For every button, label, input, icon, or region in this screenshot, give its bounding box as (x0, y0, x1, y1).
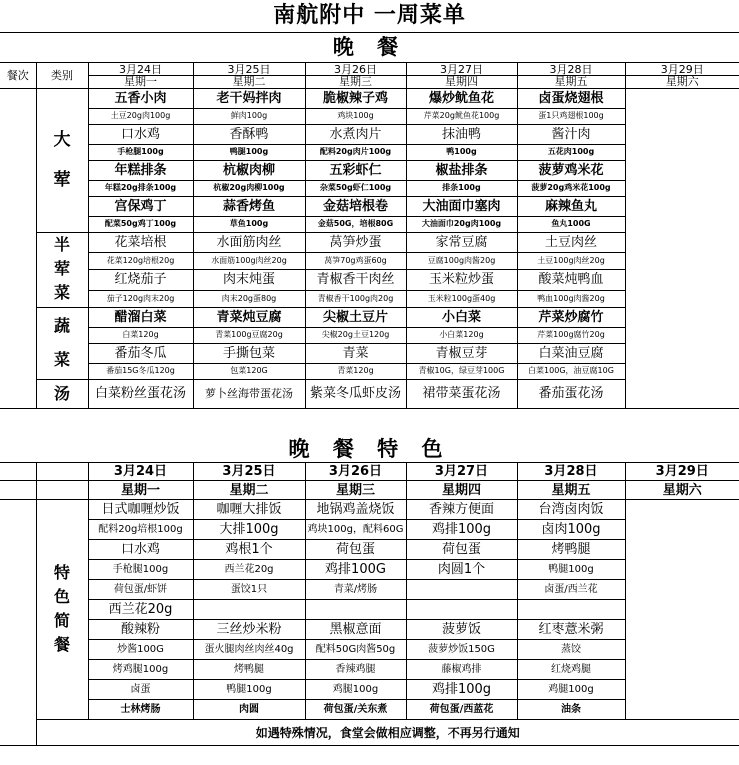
special-dish: 咖喱大排饭 (193, 500, 305, 520)
special-menu-table (0, 462, 739, 746)
dish: 酸菜炖鸭血 (517, 269, 625, 290)
ingredient: 白菜100G，油豆腐10G (517, 363, 625, 379)
category-half-meat: 半荤菜 (36, 232, 88, 307)
saturday-empty-cell (625, 500, 739, 720)
dish: 五香小肉 (88, 88, 193, 108)
day-weekday: 星期二 (193, 481, 305, 500)
saturday-empty-cell (625, 88, 739, 408)
special-ingredient: 蒸饺 (517, 640, 625, 660)
dish: 青菜炖豆腐 (193, 307, 305, 327)
day-date: 3月24日 (88, 463, 193, 481)
special-dish: 荷包蛋/西蓝花 (406, 700, 517, 720)
special-title: 晚 餐 特 色 (288, 437, 451, 461)
ingredient: 大油面巾20g肉100g (406, 216, 517, 232)
special-ingredient: 鸡块100g，配料60G (305, 520, 406, 540)
dish: 玉米粒炒蛋 (406, 269, 517, 290)
special-ingredient: 卤蛋 (88, 680, 193, 700)
category-meat: 大荤 (36, 88, 88, 232)
dish: 抹油鸭 (406, 124, 517, 144)
notice-text: 如遇特殊情况，食堂会做相应调整，不再另行通知 (36, 720, 739, 746)
special-dish: 荷包蛋 (406, 540, 517, 560)
dish: 大油面巾塞肉 (406, 196, 517, 216)
special-ingredient: 炒酱100G (88, 640, 193, 660)
special-dish: 黑椒意面 (305, 620, 406, 640)
special-ingredient (517, 600, 625, 620)
special-ingredient: 卤肉100g (517, 520, 625, 540)
category-soup: 汤 (36, 379, 88, 408)
ingredient: 排条100g (406, 180, 517, 196)
ingredient: 鸭100g (406, 144, 517, 160)
special-ingredient: 鸡排100g (406, 680, 517, 700)
dish: 芹菜炒腐竹 (517, 307, 625, 327)
special-ingredient (193, 600, 305, 620)
soup: 白菜粉丝蛋花汤 (88, 379, 193, 408)
special-dish: 口水鸡 (88, 540, 193, 560)
special-dish: 红枣薏米粥 (517, 620, 625, 640)
special-dish: 日式咖喱炒饭 (88, 500, 193, 520)
dish: 口水鸡 (88, 124, 193, 144)
section-title: 晚 餐 (0, 32, 739, 62)
ingredient: 鱼丸100G (517, 216, 625, 232)
special-section-spacer (0, 415, 739, 463)
dish: 香酥鸭 (193, 124, 305, 144)
special-ingredient: 鸡腿100g (517, 680, 625, 700)
special-dish: 青菜/烤肠 (305, 580, 406, 600)
ingredient: 杭椒20g肉柳100g (193, 180, 305, 196)
special-ingredient: 鸡排100G (305, 560, 406, 580)
dish: 青椒香干肉丝 (305, 269, 406, 290)
ingredient: 杂菜50g虾仁100g (305, 180, 406, 196)
ingredient: 青椒10G，绿豆芽100G (406, 363, 517, 379)
day-date: 3月29日 (625, 463, 739, 481)
meal-cell (0, 88, 36, 408)
dish: 年糕排条 (88, 160, 193, 180)
soup: 裙带菜蛋花汤 (406, 379, 517, 408)
ingredient: 鸡块100g (305, 108, 406, 124)
day-weekday: 星期三 (305, 481, 406, 500)
special-dish: 肉圆 (193, 700, 305, 720)
ingredient: 土豆20g肉100g (88, 108, 193, 124)
dish: 麻辣鱼丸 (517, 196, 625, 216)
dish: 肉末炖蛋 (193, 269, 305, 290)
special-dish: 烤鸭腿 (517, 540, 625, 560)
day-header: 3月28日 星期五 (517, 62, 625, 88)
ingredient: 草鱼100g (193, 216, 305, 232)
special-ingredient: 蛋火腿肉丝肉丝40g (193, 640, 305, 660)
dish: 莴笋炒蛋 (305, 232, 406, 253)
special-dish: 蛋饺1只 (193, 580, 305, 600)
day-weekday: 星期一 (88, 481, 193, 500)
day-weekday: 星期六 (625, 481, 739, 500)
dish: 卤蛋烧翅根 (517, 88, 625, 108)
ingredient: 玉米粒100g蛋40g (406, 290, 517, 307)
dish: 家常豆腐 (406, 232, 517, 253)
ingredient: 手枪腿100g (88, 144, 193, 160)
ingredient: 年糕20g排条100g (88, 180, 193, 196)
ingredient: 番茄15G冬瓜120g (88, 363, 193, 379)
dish: 老干妈拌肉 (193, 88, 305, 108)
day-date: 3月27日 (406, 463, 517, 481)
day-header: 3月24日 星期一 (88, 62, 193, 88)
dish: 花菜培根 (88, 232, 193, 253)
special-ingredient: 配料20g培根100g (88, 520, 193, 540)
special-dish: 鸡根1个 (193, 540, 305, 560)
blank-cell (0, 500, 36, 746)
dish: 杭椒肉柳 (193, 160, 305, 180)
blank-cell (0, 481, 36, 500)
dish: 菠萝鸡米花 (517, 160, 625, 180)
special-ingredient: 肉圆1个 (406, 560, 517, 580)
blank-cell (36, 481, 88, 500)
ingredient: 包菜120G (193, 363, 305, 379)
special-dish: 红烧鸡腿 (517, 660, 625, 680)
day-weekday: 星期四 (406, 481, 517, 500)
ingredient: 花菜120g培根20g (88, 253, 193, 270)
special-ingredient: 鸡排100g (406, 520, 517, 540)
day-header: 3月29日 星期六 (625, 62, 739, 88)
ingredient: 鸭腿100g (193, 144, 305, 160)
soup: 番茄蛋花汤 (517, 379, 625, 408)
special-dish: 烤鸡腿100g (88, 660, 193, 680)
dish: 青菜 (305, 343, 406, 363)
ingredient: 鸭血100g肉酱20g (517, 290, 625, 307)
ingredient: 白菜120g (88, 327, 193, 343)
dish: 水煮肉片 (305, 124, 406, 144)
special-ingredient (305, 600, 406, 620)
ingredient: 青菜100g豆腐20g (193, 327, 305, 343)
blank-cell (0, 463, 36, 481)
special-dish: 香辣方便面 (406, 500, 517, 520)
ingredient: 鲜肉100g (193, 108, 305, 124)
special-ingredient: 鸭腿100g (517, 560, 625, 580)
dish: 尖椒土豆片 (305, 307, 406, 327)
special-dish: 藤椒鸡排 (406, 660, 517, 680)
ingredient: 配料20g肉片100g (305, 144, 406, 160)
dish: 五彩虾仁 (305, 160, 406, 180)
soup: 紫菜冬瓜虾皮汤 (305, 379, 406, 408)
category-veg: 蔬菜 (36, 307, 88, 379)
dish: 小白菜 (406, 307, 517, 327)
special-dish: 士林烤肠 (88, 700, 193, 720)
special-dish: 烤鸭腿 (193, 660, 305, 680)
dish: 酱汁肉 (517, 124, 625, 144)
dish: 金菇培根卷 (305, 196, 406, 216)
special-ingredient: 手枪腿100g (88, 560, 193, 580)
blank-cell (36, 463, 88, 481)
special-ingredient: 西兰花20g (193, 560, 305, 580)
special-ingredient: 配料50G肉酱50g (305, 640, 406, 660)
day-date: 3月25日 (193, 463, 305, 481)
special-ingredient: 鸭腿100g (193, 680, 305, 700)
special-dish: 油条 (517, 700, 625, 720)
category-special: 特色简餐 (36, 500, 88, 720)
dish: 水面筋肉丝 (193, 232, 305, 253)
special-ingredient: 西兰花20g (88, 600, 193, 620)
special-ingredient (406, 600, 517, 620)
day-header: 3月27日 星期四 (406, 62, 517, 88)
special-dish (406, 580, 517, 600)
soup: 萝卜丝海带蛋花汤 (193, 379, 305, 408)
ingredient: 莴笋70g鸡蛋60g (305, 253, 406, 270)
special-dish: 三丝炒米粉 (193, 620, 305, 640)
dish: 椒盐排条 (406, 160, 517, 180)
dish: 土豆肉丝 (517, 232, 625, 253)
ingredient: 豆腐100g肉酱20g (406, 253, 517, 270)
special-dish: 酸辣粉 (88, 620, 193, 640)
special-dish: 台湾卤肉饭 (517, 500, 625, 520)
dish: 红烧茄子 (88, 269, 193, 290)
ingredient: 水面筋100g肉丝20g (193, 253, 305, 270)
day-weekday: 星期五 (517, 481, 625, 500)
dish: 青椒豆芽 (406, 343, 517, 363)
dish: 脆椒辣子鸡 (305, 88, 406, 108)
category-column-header: 类别 (36, 62, 88, 88)
day-header: 3月26日 星期三 (305, 62, 406, 88)
special-dish: 卤蛋/西兰花 (517, 580, 625, 600)
dish: 宫保鸡丁 (88, 196, 193, 216)
special-dish: 香辣鸡腿 (305, 660, 406, 680)
ingredient: 芹菜100g腐竹20g (517, 327, 625, 343)
ingredient: 蛋1只鸡翅根100g (517, 108, 625, 124)
special-dish: 菠萝饭 (406, 620, 517, 640)
dish: 手撕包菜 (193, 343, 305, 363)
special-dish: 荷包蛋/关东煮 (305, 700, 406, 720)
dish: 白菜油豆腐 (517, 343, 625, 363)
ingredient: 金菇50G，培根80G (305, 216, 406, 232)
special-dish: 荷包蛋/虾饼 (88, 580, 193, 600)
special-dish: 荷包蛋 (305, 540, 406, 560)
ingredient: 肉末20g蛋80g (193, 290, 305, 307)
special-ingredient: 鸡腿100g (305, 680, 406, 700)
special-dish: 地锅鸡盖烧饭 (305, 500, 406, 520)
day-date: 3月26日 (305, 463, 406, 481)
ingredient: 尖椒20g土豆120g (305, 327, 406, 343)
dish: 爆炒鱿鱼花 (406, 88, 517, 108)
ingredient: 青椒香干100g肉20g (305, 290, 406, 307)
day-date: 3月28日 (517, 463, 625, 481)
ingredient: 茄子120g肉末20g (88, 290, 193, 307)
ingredient: 芹菜20g鱿鱼花100g (406, 108, 517, 124)
special-ingredient: 菠萝炒饭150G (406, 640, 517, 660)
dish: 醋溜白菜 (88, 307, 193, 327)
ingredient: 配菜50g鸡丁100g (88, 216, 193, 232)
meal-column-header: 餐次 (0, 62, 36, 88)
dish: 番茄冬瓜 (88, 343, 193, 363)
ingredient: 五花肉100g (517, 144, 625, 160)
ingredient: 菠萝20g鸡米花100g (517, 180, 625, 196)
ingredient: 青菜120g (305, 363, 406, 379)
ingredient: 土豆100g肉丝20g (517, 253, 625, 270)
day-header: 3月25日 星期二 (193, 62, 305, 88)
page-title: 南航附中 一周菜单 (0, 0, 739, 32)
dish: 蒜香烤鱼 (193, 196, 305, 216)
ingredient: 小白菜120g (406, 327, 517, 343)
special-ingredient: 大排100g (193, 520, 305, 540)
